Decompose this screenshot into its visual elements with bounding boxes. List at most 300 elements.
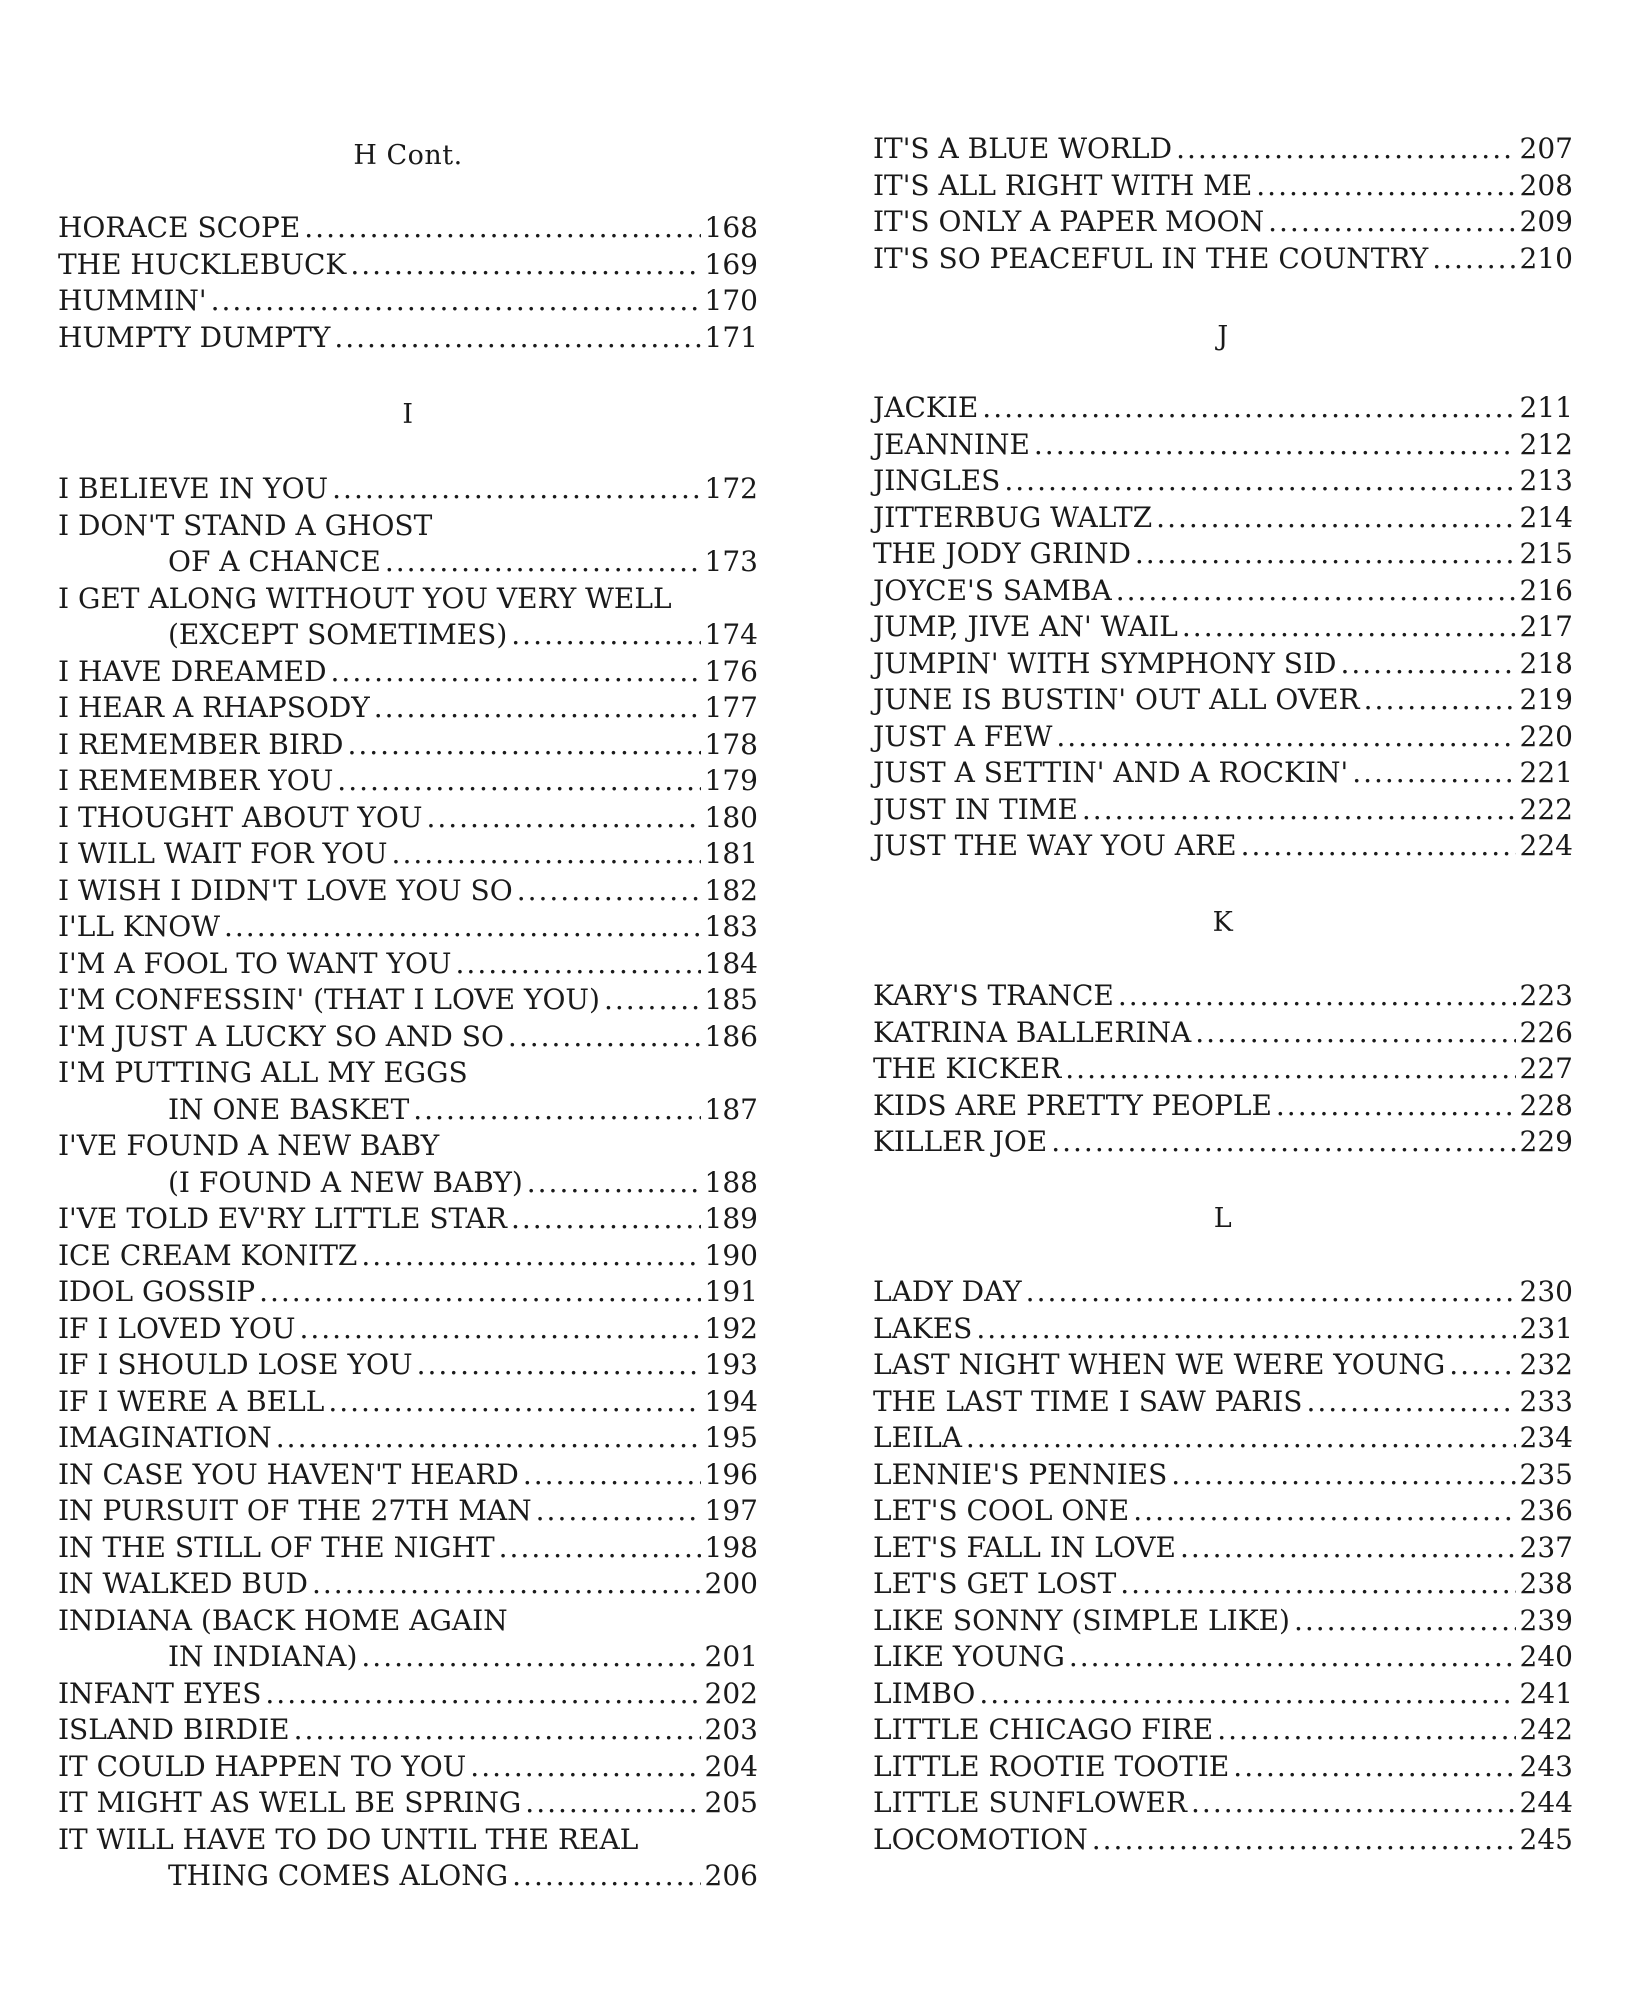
entry-page: 223 (1519, 979, 1573, 1012)
entry-title: IF I WERE A BELL (58, 1384, 325, 1418)
entry-title: I'LL KNOW (58, 910, 220, 943)
entry-title: ISLAND BIRDIE (58, 1713, 290, 1746)
index-entry (58, 1676, 758, 1713)
dot-leader (1182, 609, 1516, 646)
entry-page: 228 (1519, 1088, 1573, 1122)
section-heading: J (1217, 321, 1229, 352)
entry-title: THE JODY GRIND (873, 537, 1131, 570)
dot-leader (1082, 792, 1516, 829)
index-entry (873, 609, 1573, 646)
index-entry (873, 1420, 1573, 1457)
entry-title: KATRINA BALLERINA (873, 1015, 1192, 1049)
entry-page: 221 (1519, 756, 1573, 789)
entry-title: LIKE SONNY (SIMPLE LIKE) (873, 1603, 1290, 1637)
index-entry (58, 544, 758, 581)
entry-page: 243 (1519, 1749, 1573, 1783)
index-entry (58, 909, 758, 946)
entry-title: HUMPTY DUMPTY (58, 320, 331, 354)
dot-leader (331, 654, 701, 691)
index-entry (58, 247, 758, 284)
entry-title: HUMMIN' (58, 284, 207, 317)
entry-title: THING COMES ALONG (168, 1859, 509, 1892)
dot-leader (259, 1274, 700, 1311)
dot-leader (392, 836, 701, 873)
section-heading: H Cont. (353, 140, 463, 171)
index-entry (873, 1311, 1573, 1348)
entry-page: 168 (704, 211, 758, 244)
entry-page: 205 (704, 1786, 758, 1819)
dot-leader (1092, 1822, 1516, 1859)
index-entry (873, 828, 1573, 865)
entry-page: 181 (704, 837, 758, 870)
dot-leader (361, 1238, 700, 1275)
entry-title: JUST A FEW (873, 719, 1053, 753)
entry-page: 227 (1519, 1052, 1573, 1085)
index-entry (58, 873, 758, 910)
dot-leader (1056, 719, 1515, 756)
index-entry (58, 836, 758, 873)
section-heading: K (1212, 907, 1234, 938)
dot-leader (1268, 204, 1515, 241)
index-entry (873, 1124, 1573, 1161)
dot-leader (1133, 1493, 1515, 1530)
index-entry (873, 1566, 1573, 1603)
index-entry (58, 946, 758, 983)
entry-page: 237 (1519, 1530, 1573, 1564)
dot-leader (312, 1566, 701, 1603)
entry-title: LAKES (873, 1311, 973, 1345)
index-entry (873, 573, 1573, 610)
dot-leader (294, 1712, 701, 1749)
index-entry (58, 471, 758, 508)
dot-leader (508, 1019, 701, 1056)
index-entry (873, 1051, 1573, 1088)
dot-leader (224, 909, 701, 946)
entry-title: I HEAR A RHAPSODY (58, 691, 370, 724)
entry-page: 244 (1519, 1786, 1573, 1819)
entry-page: 179 (704, 764, 758, 797)
entry-group (58, 1201, 758, 1603)
index-entry (873, 204, 1573, 241)
entry-title: I WILL WAIT FOR YOU (58, 837, 388, 870)
section-j-entries (873, 390, 1573, 865)
dot-leader (350, 247, 700, 284)
dot-leader (976, 1311, 1515, 1348)
entry-page: 180 (704, 800, 758, 834)
dot-leader (1191, 1785, 1516, 1822)
entry-title: LIMBO (873, 1676, 976, 1710)
entry-page: 218 (1519, 646, 1573, 680)
dot-leader (276, 1420, 701, 1457)
entry-page: 189 (704, 1202, 758, 1235)
index-entry (873, 1639, 1573, 1676)
index-entry (58, 1712, 758, 1749)
index-entry (58, 654, 758, 691)
dot-leader (966, 1420, 1516, 1457)
index-entry (58, 1749, 758, 1786)
dot-leader (456, 946, 701, 983)
index-entry (873, 978, 1573, 1015)
entry-page: 240 (1519, 1640, 1573, 1673)
dot-leader (426, 800, 700, 837)
dot-leader (1241, 828, 1516, 865)
entry-page: 210 (1519, 241, 1573, 275)
dot-leader (1233, 1749, 1515, 1786)
index-entry (58, 1201, 758, 1238)
entry-title: I HAVE DREAMED (58, 654, 327, 688)
dot-leader (337, 763, 700, 800)
dot-leader (1034, 427, 1516, 464)
dot-leader (385, 544, 701, 581)
entry-title: JUST A SETTIN' AND A ROCKIN' (873, 756, 1349, 789)
entry-title: LET'S FALL IN LOVE (873, 1530, 1176, 1564)
dot-leader (1051, 1124, 1515, 1161)
entry-page: 216 (1519, 573, 1573, 607)
index-entry (873, 1384, 1573, 1421)
entry-page: 206 (704, 1859, 758, 1892)
entry-page: 207 (1519, 132, 1573, 165)
entry-page: 213 (1519, 464, 1573, 497)
section-l-entries (873, 1274, 1573, 1858)
section-k-heading (873, 903, 1573, 943)
dot-leader (1276, 1088, 1516, 1125)
dot-leader (1118, 978, 1516, 1015)
section-i-heading (58, 395, 758, 435)
entry-title: IN WALKED BUD (58, 1567, 308, 1600)
entry-title: JITTERBUG WALTZ (873, 500, 1153, 534)
entry-title: OF A CHANCE (168, 545, 381, 578)
dot-leader (304, 210, 700, 247)
entry-page: 174 (704, 618, 758, 651)
entry-title: (I FOUND A NEW BABY) (168, 1165, 523, 1199)
entry-page: 214 (1519, 500, 1573, 534)
entry-page: 185 (704, 983, 758, 1016)
index-entry (873, 755, 1573, 792)
index-entry (58, 1019, 758, 1056)
index-entry (58, 1092, 758, 1129)
dot-leader (1306, 1384, 1515, 1421)
dot-leader (1026, 1274, 1516, 1311)
entry-page: 239 (1519, 1603, 1573, 1637)
entry-page: 217 (1519, 610, 1573, 643)
entry-title-line: IT WILL HAVE TO DO UNTIL THE REAL (58, 1822, 639, 1856)
entry-title-line: INDIANA (BACK HOME AGAIN (58, 1603, 508, 1637)
index-entry (58, 1858, 758, 1895)
entry-page: 211 (1519, 391, 1573, 424)
entry-page: 196 (704, 1457, 758, 1491)
index-entry (58, 1238, 758, 1275)
entry-group (58, 1676, 758, 1822)
entry-page: 169 (704, 247, 758, 281)
entry-title: (EXCEPT SOMETIMES) (168, 618, 508, 651)
entry-page: 215 (1519, 537, 1573, 570)
entry-title: IN THE STILL OF THE NIGHT (58, 1530, 495, 1564)
entry-title: ICE CREAM KONITZ (58, 1238, 358, 1272)
entry-page: 191 (704, 1275, 758, 1308)
index-entry (873, 500, 1573, 537)
entry-title: IT'S SO PEACEFUL IN THE COUNTRY (873, 241, 1429, 275)
entry-title: HORACE SCOPE (58, 211, 301, 244)
entry-title: I'M CONFESSIN' (THAT I LOVE YOU) (58, 983, 600, 1016)
entry-page: 173 (704, 545, 758, 578)
index-entry (873, 1347, 1573, 1384)
entry-page: 176 (704, 654, 758, 688)
dot-leader (525, 1785, 700, 1822)
dot-leader (1256, 168, 1515, 205)
dot-leader (511, 617, 700, 654)
entry-title: I REMEMBER YOU (58, 764, 334, 797)
entry-title: JUST THE WAY YOU ARE (873, 829, 1237, 862)
entry-title: IT'S ONLY A PAPER MOON (873, 205, 1265, 238)
index-entry (873, 682, 1573, 719)
dot-leader (1065, 1051, 1515, 1088)
dot-leader (982, 390, 1515, 427)
entry-title: IF I LOVED YOU (58, 1311, 296, 1345)
entry-title: THE KICKER (873, 1052, 1062, 1085)
dot-leader (527, 1165, 701, 1202)
index-entry (873, 131, 1573, 168)
section-i-entries (58, 471, 758, 1895)
dot-leader (1156, 500, 1515, 537)
section-j-heading (873, 317, 1573, 357)
entry-title: LIKE YOUNG (873, 1640, 1065, 1673)
entry-title: LOCOMOTION (873, 1822, 1088, 1856)
entry-title: IN INDIANA) (168, 1640, 358, 1673)
index-entry (873, 390, 1573, 427)
entry-page: 204 (704, 1749, 758, 1783)
entry-title: IN CASE YOU HAVEN'T HEARD (58, 1457, 519, 1491)
index-entry (873, 1822, 1573, 1859)
index-entry (58, 690, 758, 727)
section-h-cont-entries (58, 210, 758, 356)
entry-page: 222 (1519, 792, 1573, 826)
index-entry (58, 617, 758, 654)
entry-title: KILLER JOE (873, 1125, 1048, 1158)
dot-leader (265, 1676, 700, 1713)
entry-title: IT'S ALL RIGHT WITH ME (873, 168, 1253, 202)
dot-leader (328, 1384, 700, 1421)
dot-leader (1180, 1530, 1516, 1567)
entry-page: 238 (1519, 1567, 1573, 1600)
entry-page: 187 (704, 1092, 758, 1126)
entry-title: I REMEMBER BIRD (58, 727, 344, 761)
dot-leader (523, 1457, 701, 1494)
section-i-cont-entries (873, 131, 1573, 277)
dot-leader (470, 1749, 700, 1786)
index-entry (58, 982, 758, 1019)
index-entry (58, 1457, 758, 1494)
entry-page: 232 (1519, 1348, 1573, 1381)
dot-leader (1352, 755, 1515, 792)
entry-title: IT'S A BLUE WORLD (873, 132, 1173, 165)
index-entry (873, 463, 1573, 500)
dot-leader (1135, 536, 1516, 573)
entry-page: 220 (1519, 719, 1573, 753)
dot-leader (517, 873, 701, 910)
entry-page: 245 (1519, 1822, 1573, 1856)
entry-title: LADY DAY (873, 1275, 1022, 1308)
entry-page: 242 (1519, 1713, 1573, 1746)
entry-page: 201 (704, 1640, 758, 1673)
entry-page: 198 (704, 1530, 758, 1564)
entry-page: 192 (704, 1311, 758, 1345)
entry-title: IDOL GOSSIP (58, 1275, 256, 1308)
entry-page: 212 (1519, 427, 1573, 461)
entry-title: IF I SHOULD LOSE YOU (58, 1348, 413, 1381)
entry-page: 184 (704, 946, 758, 980)
dot-leader (374, 690, 701, 727)
index-entry (873, 1676, 1573, 1713)
index-entry (873, 1749, 1573, 1786)
dot-leader (1116, 573, 1516, 610)
entry-page: 224 (1519, 829, 1573, 862)
dot-leader (347, 727, 700, 764)
dot-leader (1069, 1639, 1516, 1676)
section-h-cont-heading (58, 136, 758, 176)
entry-title: THE HUCKLEBUCK (58, 247, 347, 281)
entry-page: 219 (1519, 683, 1573, 716)
entry-page: 188 (704, 1165, 758, 1199)
index-entry (58, 800, 758, 837)
entry-page: 234 (1519, 1421, 1573, 1454)
entry-page: 200 (704, 1567, 758, 1600)
index-entry (873, 241, 1573, 278)
entry-page: 171 (704, 320, 758, 354)
entry-page: 208 (1519, 168, 1573, 202)
entry-page: 193 (704, 1348, 758, 1381)
entry-title: THE LAST TIME I SAW PARIS (873, 1384, 1303, 1418)
index-entry (58, 1384, 758, 1421)
entry-page: 235 (1519, 1457, 1573, 1491)
dot-leader (1364, 682, 1516, 719)
entry-title: LENNIE'S PENNIES (873, 1457, 1168, 1491)
entry-page: 241 (1519, 1676, 1573, 1710)
entry-title: JUMPIN' WITH SYMPHONY SID (873, 646, 1337, 680)
index-entry (873, 1274, 1573, 1311)
index-entry (873, 1712, 1573, 1749)
entry-page: 172 (704, 472, 758, 505)
entry-page: 229 (1519, 1125, 1573, 1158)
index-entry (873, 1785, 1573, 1822)
dot-leader (511, 1201, 701, 1238)
entry-title: JUNE IS BUSTIN' OUT ALL OVER (873, 683, 1360, 716)
dot-leader (299, 1311, 700, 1348)
index-entry (873, 646, 1573, 683)
entry-page: 190 (704, 1238, 758, 1272)
dot-leader (334, 320, 700, 357)
entry-page: 194 (704, 1384, 758, 1418)
index-entry (873, 1603, 1573, 1640)
entry-page: 202 (704, 1676, 758, 1710)
dot-leader (604, 982, 701, 1019)
dot-leader (361, 1639, 700, 1676)
entry-title: IMAGINATION (58, 1421, 272, 1454)
entry-title: IT COULD HAPPEN TO YOU (58, 1749, 467, 1783)
entry-title: KIDS ARE PRETTY PEOPLE (873, 1088, 1272, 1122)
entry-title: LET'S COOL ONE (873, 1494, 1130, 1527)
entry-page: 203 (704, 1713, 758, 1746)
entry-title: KARY'S TRANCE (873, 979, 1114, 1012)
entry-title: INFANT EYES (58, 1676, 262, 1710)
dot-leader (1340, 646, 1515, 683)
entry-title-line: I GET ALONG WITHOUT YOU VERY WELL (58, 581, 672, 615)
entry-title: I WISH I DIDN'T LOVE YOU SO (58, 873, 513, 907)
index-entry (873, 1088, 1573, 1125)
dot-leader (417, 1347, 701, 1384)
entry-title: I'M A FOOL TO WANT YOU (58, 946, 452, 980)
entry-title: JUST IN TIME (873, 792, 1078, 826)
entry-title: LET'S GET LOST (873, 1567, 1117, 1600)
dot-leader (1217, 1712, 1515, 1749)
index-entry (873, 536, 1573, 573)
entry-page: 170 (704, 284, 758, 317)
dot-leader (211, 283, 701, 320)
entry-title: JOYCE'S SAMBA (873, 573, 1112, 607)
entry-page: 231 (1519, 1311, 1573, 1345)
section-heading: I (402, 399, 414, 430)
entry-title-line: I'VE FOUND A NEW BABY (58, 1129, 440, 1162)
entry-title: JEANNINE (873, 427, 1030, 461)
index-entry (58, 763, 758, 800)
index-entry (58, 1785, 758, 1822)
dot-leader (499, 1530, 701, 1567)
entry-page: 209 (1519, 205, 1573, 238)
dot-leader (512, 1858, 700, 1895)
dot-leader (413, 1092, 700, 1129)
entry-title: JUMP, JIVE AN' WAIL (873, 610, 1178, 643)
dot-leader (1294, 1603, 1516, 1640)
dot-leader (1449, 1347, 1515, 1384)
index-entry (58, 320, 758, 357)
dot-leader (979, 1676, 1515, 1713)
index-entry (873, 168, 1573, 205)
index-entry (58, 1639, 758, 1676)
entry-page: 178 (704, 727, 758, 761)
dot-leader (332, 471, 700, 508)
index-entry (58, 1566, 758, 1603)
dot-leader (1120, 1566, 1515, 1603)
index-entry (58, 283, 758, 320)
entry-title: LITTLE ROOTIE TOOTIE (873, 1749, 1230, 1783)
index-entry (58, 1311, 758, 1348)
entry-page: 233 (1519, 1384, 1573, 1418)
index-entry (58, 1347, 758, 1384)
entry-page: 230 (1519, 1275, 1573, 1308)
entry-title: I THOUGHT ABOUT YOU (58, 800, 423, 834)
entry-page: 197 (704, 1494, 758, 1527)
dot-leader (1195, 1015, 1515, 1052)
index-entry (58, 1493, 758, 1530)
index-entry (873, 1457, 1573, 1494)
dot-leader (1176, 131, 1515, 168)
entry-page: 177 (704, 691, 758, 724)
entry-title: IN PURSUIT OF THE 27TH MAN (58, 1494, 532, 1527)
index-entry (873, 792, 1573, 829)
dot-leader (1432, 241, 1515, 278)
index-entry (873, 1530, 1573, 1567)
entry-title: JINGLES (873, 464, 1001, 497)
dot-leader (1171, 1457, 1515, 1494)
entry-title-line: I DON'T STAND A GHOST (58, 508, 433, 542)
entry-title: I'M JUST A LUCKY SO AND SO (58, 1019, 504, 1053)
entry-title: LAST NIGHT WHEN WE WERE YOUNG (873, 1348, 1446, 1381)
dot-leader (536, 1493, 701, 1530)
entry-page: 183 (704, 910, 758, 943)
index-entry (58, 1530, 758, 1567)
index-entry (58, 727, 758, 764)
entry-title: I'VE TOLD EV'RY LITTLE STAR (58, 1202, 507, 1235)
entry-title: LEILA (873, 1421, 962, 1454)
